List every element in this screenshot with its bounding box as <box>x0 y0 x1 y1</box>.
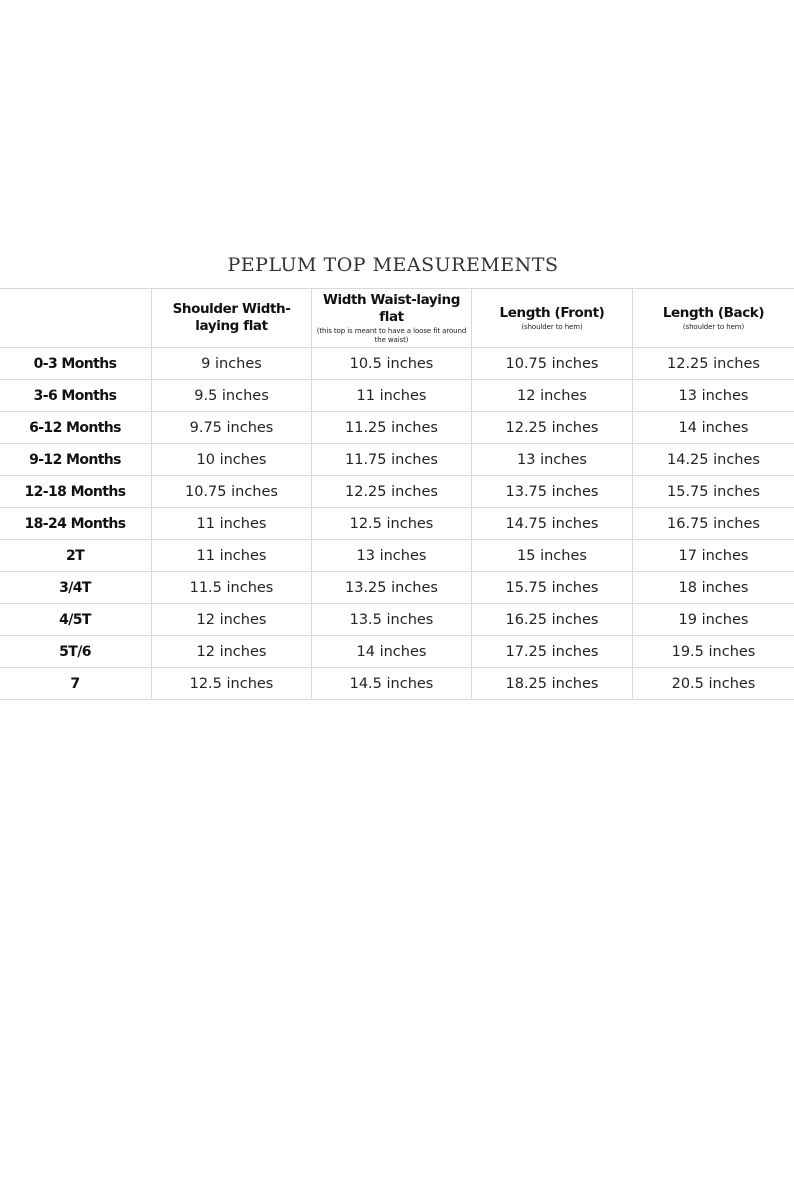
shoulder-width-cell: 9.5 inches <box>152 380 312 412</box>
size-cell: 7 <box>0 668 152 700</box>
waist-width-cell: 11.75 inches <box>312 444 472 476</box>
shoulder-width-cell: 11 inches <box>152 508 312 540</box>
measurements-table <box>0 288 794 700</box>
table-row <box>0 348 794 380</box>
shoulder-width-cell: 10 inches <box>152 444 312 476</box>
header-label: Width Waist-laying flat <box>322 291 460 325</box>
header-label: Shoulder Width-laying flat <box>172 301 291 334</box>
size-cell: 6-12 Months <box>0 412 152 444</box>
length-front-cell: 17.25 inches <box>472 636 633 668</box>
length-back-cell: 19 inches <box>633 604 794 636</box>
length-back-cell: 13 inches <box>633 380 794 412</box>
table-row <box>0 636 794 668</box>
size-cell: 4/5T <box>0 604 152 636</box>
length-front-cell: 16.25 inches <box>472 604 633 636</box>
shoulder-width-cell: 12.5 inches <box>152 668 312 700</box>
shoulder-width-cell: 10.75 inches <box>152 476 312 508</box>
length-back-cell: 14 inches <box>633 412 794 444</box>
waist-width-cell: 13.25 inches <box>312 572 472 604</box>
waist-width-cell: 14.5 inches <box>312 668 472 700</box>
header-note: (this top is meant to have a loose fit around the waist) <box>316 326 467 344</box>
waist-width-cell: 12.5 inches <box>312 508 472 540</box>
length-front-cell: 10.75 inches <box>472 348 633 380</box>
size-cell: 5T/6 <box>0 636 152 668</box>
table-row <box>0 540 794 572</box>
length-front-cell: 14.75 inches <box>472 508 633 540</box>
waist-width-cell: 10.5 inches <box>312 348 472 380</box>
table-row <box>0 668 794 700</box>
header-size <box>0 289 152 348</box>
size-cell: 2T <box>0 540 152 572</box>
size-cell: 0-3 Months <box>0 348 152 380</box>
waist-width-cell: 12.25 inches <box>312 476 472 508</box>
length-front-cell: 13.75 inches <box>472 476 633 508</box>
header-label: Length (Back) <box>662 304 765 321</box>
length-front-cell: 18.25 inches <box>472 668 633 700</box>
shoulder-width-cell: 9.75 inches <box>152 412 312 444</box>
length-front-cell: 15.75 inches <box>472 572 633 604</box>
shoulder-width-cell: 12 inches <box>152 636 312 668</box>
length-back-cell: 15.75 inches <box>633 476 794 508</box>
length-front-cell: 15 inches <box>472 540 633 572</box>
page-title: PEPLUM TOP MEASUREMENTS <box>227 254 559 276</box>
header-waist-width <box>312 289 472 348</box>
shoulder-width-cell: 11.5 inches <box>152 572 312 604</box>
length-back-cell: 20.5 inches <box>633 668 794 700</box>
table-row <box>0 476 794 508</box>
table-row <box>0 604 794 636</box>
waist-width-cell: 11.25 inches <box>312 412 472 444</box>
waist-width-cell: 13 inches <box>312 540 472 572</box>
size-cell: 12-18 Months <box>0 476 152 508</box>
length-back-cell: 16.75 inches <box>633 508 794 540</box>
size-cell: 9-12 Months <box>0 444 152 476</box>
length-front-cell: 12.25 inches <box>472 412 633 444</box>
table-row <box>0 412 794 444</box>
header-note: (shoulder to hem) <box>682 322 745 331</box>
table-row <box>0 508 794 540</box>
length-back-cell: 12.25 inches <box>633 348 794 380</box>
header-length-front <box>472 289 633 348</box>
waist-width-cell: 14 inches <box>312 636 472 668</box>
length-back-cell: 14.25 inches <box>633 444 794 476</box>
size-cell: 3-6 Months <box>0 380 152 412</box>
header-length-back <box>633 289 794 348</box>
length-back-cell: 17 inches <box>633 540 794 572</box>
waist-width-cell: 11 inches <box>312 380 472 412</box>
table-row <box>0 444 794 476</box>
size-cell: 3/4T <box>0 572 152 604</box>
header-row <box>0 289 794 348</box>
table-row <box>0 380 794 412</box>
header-note: (shoulder to hem) <box>521 322 583 331</box>
table-row <box>0 572 794 604</box>
size-cell: 18-24 Months <box>0 508 152 540</box>
shoulder-width-cell: 12 inches <box>152 604 312 636</box>
waist-width-cell: 13.5 inches <box>312 604 472 636</box>
header-shoulder-width <box>152 289 312 348</box>
header-label: Length (Front) <box>499 304 605 321</box>
shoulder-width-cell: 11 inches <box>152 540 312 572</box>
length-front-cell: 12 inches <box>472 380 633 412</box>
length-back-cell: 18 inches <box>633 572 794 604</box>
table-body <box>0 348 794 700</box>
shoulder-width-cell: 9 inches <box>152 348 312 380</box>
length-back-cell: 19.5 inches <box>633 636 794 668</box>
length-front-cell: 13 inches <box>472 444 633 476</box>
